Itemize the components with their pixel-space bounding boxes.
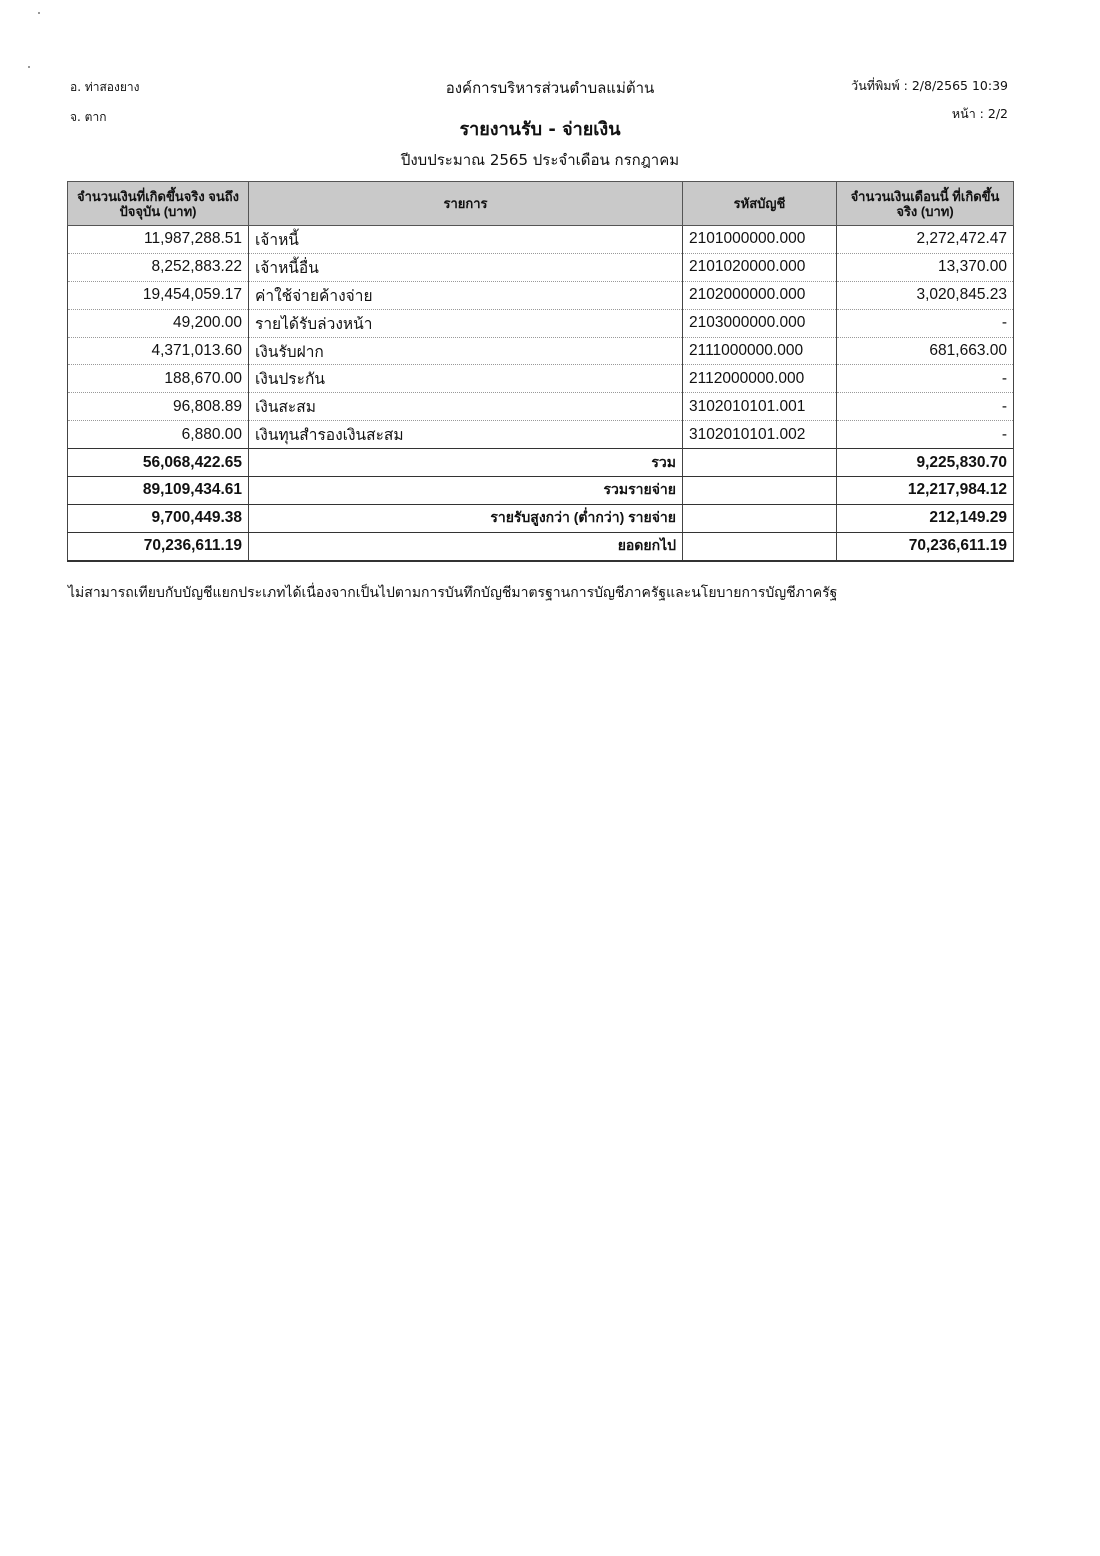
province-label: จ. ตาก: [70, 110, 107, 124]
cell-account-code: 3102010101.002: [683, 421, 837, 449]
cell-ytd-amount: 8,252,883.22: [68, 253, 249, 281]
scan-speck: [28, 66, 30, 68]
cell-item: ค่าใช้จ่ายค้างจ่าย: [249, 281, 683, 309]
cell-item: รายได้รับล่วงหน้า: [249, 309, 683, 337]
summary-ytd-amount: 70,236,611.19: [68, 532, 249, 560]
report-subtitle: ปีงบประมาณ 2565 ประจำเดือน กรกฎาคม: [400, 151, 680, 169]
col-header-month: จำนวนเงินเดือนนี้ ที่เกิดขึ้นจริง (บาท): [837, 182, 1014, 226]
summary-month-amount: 12,217,984.12: [837, 477, 1014, 505]
cell-item: เจ้าหนี้อื่น: [249, 253, 683, 281]
summary-month-amount: 212,149.29: [837, 504, 1014, 532]
summary-label: ยอดยกไป: [249, 532, 683, 560]
summary-month-amount: 70,236,611.19: [837, 532, 1014, 560]
cell-account-code: 2103000000.000: [683, 309, 837, 337]
page-number: หน้า : 2/2: [951, 106, 1008, 121]
table-row: [68, 421, 1014, 449]
summary-ytd-amount: 89,109,434.61: [68, 477, 249, 505]
report-title: รายงานรับ - จ่ายเงิน: [459, 119, 621, 140]
summary-row: [68, 477, 1014, 505]
cell-month-amount: -: [837, 365, 1014, 393]
summary-code-empty: [683, 477, 837, 505]
summary-code-empty: [683, 449, 837, 477]
summary-label: รวมรายจ่าย: [249, 477, 683, 505]
cell-month-amount: 681,663.00: [837, 337, 1014, 365]
print-date: วันที่พิมพ์ : 2/8/2565 10:39: [851, 78, 1008, 93]
table-row: [68, 281, 1014, 309]
cell-account-code: 2101000000.000: [683, 226, 837, 254]
district-label: อ. ท่าสองยาง: [70, 80, 140, 94]
footnote: ไม่สามารถเทียบกับบัญชีแยกประเภทได้เนื่องจากเป็นไปตามการบันทึกบัญชีมาตรฐานการบัญชีภาครัฐและนโยบายการบัญชีภาครัฐ: [68, 584, 838, 600]
cell-account-code: 2101020000.000: [683, 253, 837, 281]
cell-account-code: 2111000000.000: [683, 337, 837, 365]
col-header-ytd: จำนวนเงินที่เกิดขึ้นจริง จนถึงปัจจุบัน (บาท): [68, 182, 249, 226]
summary-label: รวม: [249, 449, 683, 477]
cell-account-code: 3102010101.001: [683, 393, 837, 421]
table-row: [68, 226, 1014, 254]
summary-row: [68, 504, 1014, 532]
cell-account-code: 2112000000.000: [683, 365, 837, 393]
cell-month-amount: 3,020,845.23: [837, 281, 1014, 309]
table-row: [68, 365, 1014, 393]
receipt-payment-table: [67, 181, 1014, 562]
cell-item: เงินประกัน: [249, 365, 683, 393]
summary-ytd-amount: 9,700,449.38: [68, 504, 249, 532]
cell-item: เงินรับฝาก: [249, 337, 683, 365]
cell-month-amount: -: [837, 421, 1014, 449]
summary-row: [68, 449, 1014, 477]
cell-account-code: 2102000000.000: [683, 281, 837, 309]
cell-ytd-amount: 4,371,013.60: [68, 337, 249, 365]
organization-name: องค์การบริหารส่วนตำบลแม่ต้าน: [445, 79, 655, 97]
summary-code-empty: [683, 504, 837, 532]
scan-speck: [38, 12, 40, 14]
cell-item: เงินทุนสำรองเงินสะสม: [249, 421, 683, 449]
cell-ytd-amount: 11,987,288.51: [68, 226, 249, 254]
table-row: [68, 309, 1014, 337]
table-row: [68, 337, 1014, 365]
summary-code-empty: [683, 532, 837, 560]
cell-month-amount: -: [837, 393, 1014, 421]
cell-month-amount: 2,272,472.47: [837, 226, 1014, 254]
cell-ytd-amount: 6,880.00: [68, 421, 249, 449]
summary-ytd-amount: 56,068,422.65: [68, 449, 249, 477]
table-row: [68, 393, 1014, 421]
table-row: [68, 253, 1014, 281]
col-header-item: รายการ: [249, 182, 683, 226]
cell-month-amount: 13,370.00: [837, 253, 1014, 281]
col-header-code: รหัสบัญชี: [683, 182, 837, 226]
cell-ytd-amount: 96,808.89: [68, 393, 249, 421]
summary-row: [68, 532, 1014, 560]
table-header-row: [68, 182, 1014, 226]
summary-label: รายรับสูงกว่า (ต่ำกว่า) รายจ่าย: [249, 504, 683, 532]
cell-ytd-amount: 19,454,059.17: [68, 281, 249, 309]
cell-ytd-amount: 49,200.00: [68, 309, 249, 337]
cell-ytd-amount: 188,670.00: [68, 365, 249, 393]
summary-month-amount: 9,225,830.70: [837, 449, 1014, 477]
cell-month-amount: -: [837, 309, 1014, 337]
cell-item: เงินสะสม: [249, 393, 683, 421]
cell-item: เจ้าหนี้: [249, 226, 683, 254]
